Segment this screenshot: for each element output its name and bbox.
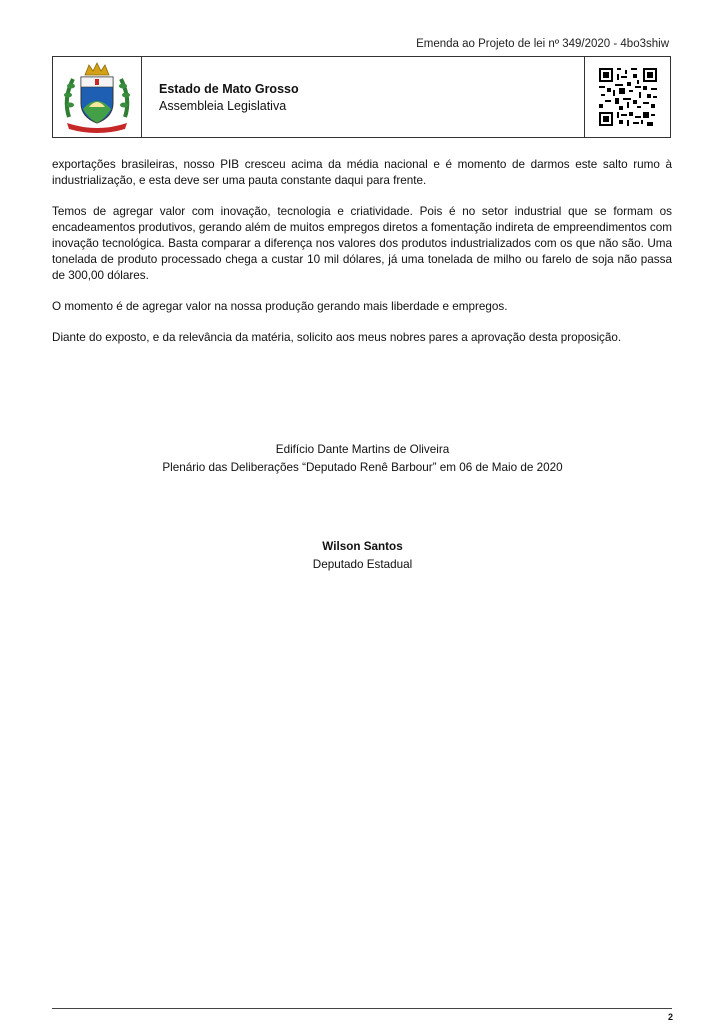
state-coat-of-arms-icon — [59, 59, 135, 135]
paragraph: O momento é de agregar valor na nossa produção gerando mais liberdade e empregos. — [52, 300, 508, 313]
qr-cell — [584, 57, 670, 137]
paragraph: Diante do exposto, e da relevância da matéria, solicito aos meus nobres pares a aprovação desta proposição. — [52, 331, 622, 344]
document-body — [52, 157, 672, 361]
signer-role: Deputado Estadual — [312, 558, 413, 571]
qr-code-icon[interactable] — [599, 68, 657, 126]
page-number: 2 — [667, 1012, 673, 1022]
signer-name: Wilson Santos — [322, 540, 403, 553]
signature-block — [0, 538, 725, 574]
plenary-line: Plenário das Deliberações “Deputado Renê Barbour” em 06 de Maio de 2020 — [162, 461, 563, 474]
letterhead — [52, 56, 671, 138]
paragraph: exportações brasileiras, nosso PIB cresceu acima da média nacional e é momento de darmos este salto rumo à industrialização, e esta deve ser uma pauta constante daqui para frente. — [52, 158, 672, 187]
organization-cell — [142, 57, 584, 137]
crest-cell — [53, 57, 142, 137]
paragraph: Temos de agregar valor com inovação, tecnologia e criatividade. Pois é no setor industrial que se formam os encadeamentos produtivos, gerando além de muitos empregos diretos a fomentação indireta de empreendimentos com inovação tecnológica. Basta comparar a diferença nos valores dos produtos industrializados com os que não são. Uma tonelada de produto processado chega a custar 10 mil dólares, já uma tonelada de milho ou farelo de soja não passa de 300,00 dólares. — [52, 205, 672, 282]
building-line: Edifício Dante Martins de Oliveira — [275, 443, 450, 456]
footer-divider — [52, 1008, 672, 1009]
closing-block — [0, 441, 725, 477]
organization-title: Estado de Mato Grosso — [159, 82, 299, 96]
document-reference: Emenda ao Projeto de lei nº 349/2020 - 4bo3shiw — [416, 38, 669, 50]
organization-subtitle: Assembleia Legislativa — [159, 99, 287, 113]
